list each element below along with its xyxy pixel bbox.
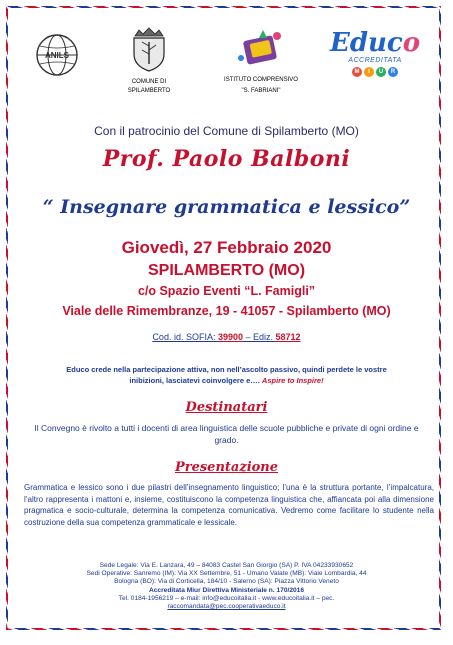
educo-logo [330, 30, 420, 77]
globe-icon [34, 32, 80, 78]
footer-line: Accreditata Miur Direttiva Ministeriale n. 170/2016 [148, 586, 305, 594]
event-venue: c/o Spazio Eventi “L. Famigli” [137, 284, 316, 298]
edition-code: 58712 [275, 332, 301, 342]
comune-logo [112, 26, 186, 95]
presentazione-text: Grammatica e lessico sono i due pilastri dell’insegnamento linguistico; l’una è la struttura portante, l’impalcatura, l’altro rappresenta i mattoni e, insieme, costituiscono la competenza linguistica che, affiancata poi alla dimensione pragmatica e socio-culturale, determina la competenza comunicativa. Vedremo come facilitare lo studente nella costruzione della sua competenza grammaticale e lessicale. [24, 483, 434, 527]
anils-logo [34, 32, 80, 78]
codes-prefix: Cod. id. SOFIA: [152, 332, 218, 342]
flyer-content [16, 16, 437, 622]
footer-line: Sedi Operative: Sanremo (IM): Via XX Settembre, 51 - Umano Valate (MB): Viale Lombardia, 44 [86, 570, 367, 578]
educo-brand-text: Educ [330, 28, 403, 58]
educo-brand [330, 30, 420, 56]
istituto-logo [208, 28, 314, 95]
event-date: Giovedì, 27 Febbraio 2020 [121, 238, 332, 257]
miur-badge: M [352, 67, 362, 77]
miur-badge: U [376, 67, 386, 77]
intro-body: Educo crede nella partecipazione attiva, non nell’ascolto passivo, quindi perdete le vostre inibizioni, lasciatevi coinvolgere e…. [66, 365, 387, 385]
istituto-label-2: "S. FABRIANI" [241, 88, 281, 94]
footer-line: Bologna (BO): Via di Corticella, 184/10 - Salerno (SA): Piazza Vittorio Veneto [114, 578, 339, 586]
intro-motto: Aspire to Inspire! [261, 376, 324, 385]
patronage-text: Con il patrocinio del Comune di Spilamberto (MO) [94, 124, 359, 138]
miur-badge: R [388, 67, 398, 77]
codes-separator: – Ediz. [243, 332, 276, 342]
istituto-label-1: ISTITUTO COMPRENSIVO [224, 77, 298, 83]
educo-tagline: ACCREDITATA [348, 57, 402, 64]
destinatari-text: Il Convegno è rivolto a tutti i docenti di area linguistica delle scuole pubbliche e private di ogni ordine e grado. [34, 423, 419, 445]
event-address: Viale delle Rimembranze, 19 - 41057 - Spilamberto (MO) [62, 304, 391, 318]
intro-text [56, 364, 397, 386]
miur-badge: I [364, 67, 374, 77]
logo-row [16, 16, 437, 106]
presentazione-heading: Presentazione [174, 460, 279, 475]
school-emblem-icon [233, 28, 289, 68]
footer-line: Sede Legale: Via E. Lanzara, 49 – 84083 Castel San Giorgio (SA) P. IVA 04233930652 [99, 562, 354, 569]
educo-brand-o: o [402, 28, 421, 58]
course-codes [16, 332, 437, 342]
destinatari-heading: Destinatari [185, 400, 268, 415]
comune-label-1: COMUNE DI [131, 79, 167, 85]
footer-contacts [16, 562, 437, 611]
event-city: SPILAMBERTO (MO) [147, 262, 306, 279]
footer-contact-line: Tel. 0184-1956219 – e-mail: info@educoitalia.it - www.educoitalia.it – pec. [118, 594, 335, 602]
miur-badges [330, 67, 420, 77]
anils-text: ANILS [45, 51, 69, 60]
speaker-name: Prof. Paolo Balboni [102, 146, 351, 172]
pec-email-link[interactable]: raccomandata@pec.cooperativaeduco.it [167, 603, 286, 611]
coat-of-arms-icon [129, 26, 169, 72]
comune-label-2: SPILAMBERTO [127, 88, 171, 94]
sofia-code: 39900 [217, 332, 243, 342]
event-title: “ Insegnare grammatica e lessico” [42, 196, 411, 218]
